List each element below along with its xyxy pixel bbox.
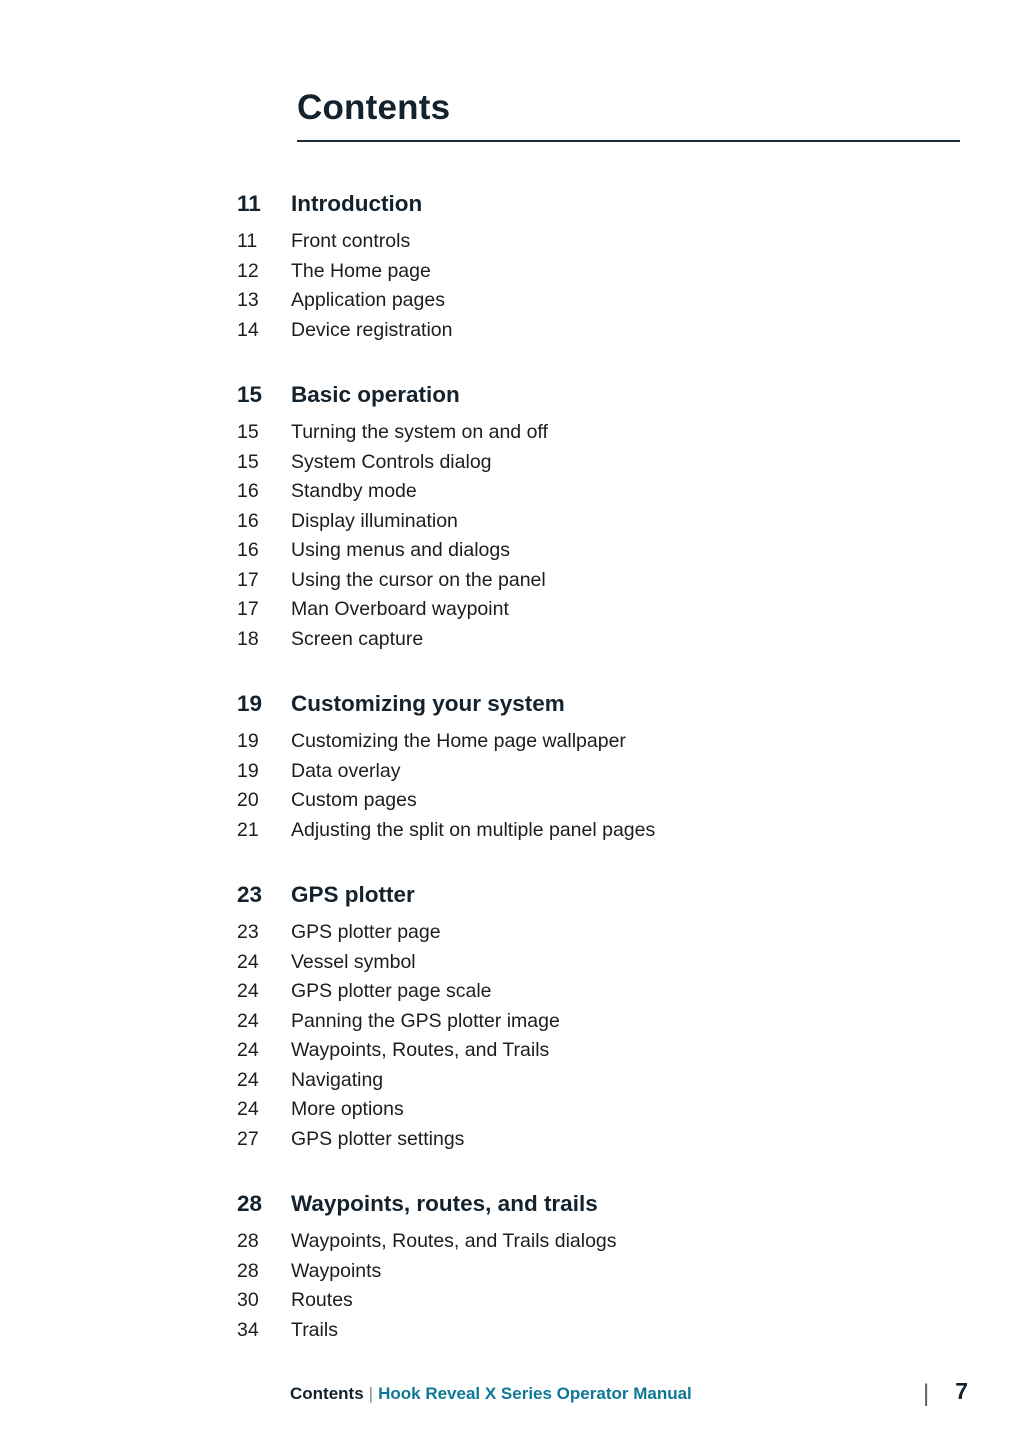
toc-entry: [237, 448, 960, 478]
page-title: Contents: [297, 88, 451, 127]
toc-entry-label: Application pages: [291, 289, 445, 311]
toc-entry-page-number: 24: [237, 950, 259, 973]
toc-entry-label: Using the cursor on the panel: [291, 568, 546, 591]
toc-section-heading: [237, 688, 960, 720]
toc-entry: [237, 727, 960, 757]
toc-entry-page-number: 24: [237, 1068, 259, 1091]
page-content: [237, 0, 960, 1345]
toc-entry: [237, 477, 960, 507]
toc-entry-page-number: 24: [237, 1009, 259, 1032]
toc-entry: [237, 625, 960, 655]
toc-entry-label: Front controls: [291, 230, 411, 252]
toc-entry-page-number: 19: [237, 759, 259, 782]
toc-entry-page-number: 28: [237, 1259, 259, 1282]
toc-entry: [237, 1007, 960, 1037]
toc-section-page-number: 19: [237, 691, 263, 716]
toc-entry: [237, 536, 960, 566]
toc-section: [237, 379, 960, 654]
toc-entry-page-number: 24: [237, 1098, 259, 1120]
toc-entry-label: Trails: [291, 1318, 338, 1341]
toc-entry-page-number: 13: [237, 289, 259, 311]
toc-section-heading: [237, 1188, 960, 1220]
toc-entry: [237, 227, 960, 257]
toc-entry-label: GPS plotter page: [291, 921, 441, 943]
toc-entry: [237, 757, 960, 787]
toc-entry-label: Routes: [291, 1289, 353, 1311]
toc-entry-page-number: 17: [237, 568, 259, 591]
toc-entry-label: Man Overboard waypoint: [291, 598, 509, 620]
toc-section-title: Introduction: [291, 191, 423, 216]
toc-entry-page-number: 16: [237, 539, 259, 561]
toc-entry-page-number: 28: [237, 1230, 259, 1252]
toc-entry-label: GPS plotter page scale: [291, 980, 492, 1002]
toc-entry-label: Panning the GPS plotter image: [291, 1009, 560, 1032]
toc-entry: [237, 977, 960, 1007]
toc-section: [237, 1188, 960, 1345]
toc-entry-label: Waypoints, Routes, and Trails: [291, 1039, 550, 1061]
toc-entry-page-number: 27: [237, 1127, 259, 1150]
toc-entry: [237, 418, 960, 448]
toc-entry-page-number: 23: [237, 921, 259, 943]
toc-entry-page-number: 14: [237, 318, 259, 341]
footer-left: [290, 1384, 692, 1404]
toc-section-heading: [237, 188, 960, 220]
toc-entry-label: Standby mode: [291, 480, 417, 502]
toc-section-page-number: 28: [237, 1191, 263, 1216]
toc-entry: [237, 1286, 960, 1316]
toc-entry: [237, 816, 960, 846]
toc-entry: [237, 1227, 960, 1257]
toc-entry-page-number: 24: [237, 980, 259, 1002]
toc-section: [237, 688, 960, 845]
title-block: [297, 88, 960, 142]
toc-entry: [237, 1257, 960, 1287]
toc-entry-label: Vessel symbol: [291, 950, 416, 973]
toc-entry-label: Data overlay: [291, 759, 401, 782]
toc-entry-page-number: 24: [237, 1039, 259, 1061]
toc-entry-label: Using menus and dialogs: [291, 539, 510, 561]
toc-entry: [237, 1066, 960, 1096]
toc-entry-label: Waypoints, Routes, and Trails dialogs: [291, 1230, 617, 1252]
toc-entry-page-number: 18: [237, 627, 259, 650]
toc-entry: [237, 507, 960, 537]
toc-entry-page-number: 16: [237, 480, 259, 502]
table-of-contents: [237, 188, 960, 1345]
toc-section-title: Customizing your system: [291, 691, 565, 716]
toc-section: [237, 188, 960, 345]
toc-entry-label: Display illumination: [291, 509, 458, 532]
toc-entry-page-number: 20: [237, 789, 259, 811]
toc-entry-label: System Controls dialog: [291, 450, 492, 473]
toc-entry-page-number: 12: [237, 259, 259, 282]
toc-entry-page-number: 21: [237, 818, 259, 841]
toc-entry: [237, 595, 960, 625]
toc-section-title: Waypoints, routes, and trails: [291, 1191, 598, 1216]
toc-entry: [237, 918, 960, 948]
toc-entry: [237, 948, 960, 978]
toc-entry-page-number: 30: [237, 1289, 259, 1311]
toc-entry-page-number: 11: [237, 230, 258, 252]
toc-section-page-number: 11: [237, 191, 261, 216]
toc-entry-page-number: 34: [237, 1318, 259, 1341]
toc-entry-label: More options: [291, 1098, 404, 1120]
toc-entry: [237, 286, 960, 316]
toc-entry: [237, 566, 960, 596]
toc-entry-label: Customizing the Home page wallpaper: [291, 730, 626, 752]
toc-entry-page-number: 15: [237, 421, 259, 443]
toc-entry-label: Device registration: [291, 318, 453, 341]
footer-section-name: Contents: [290, 1384, 364, 1403]
toc-entry: [237, 1036, 960, 1066]
footer-manual-title: Hook Reveal X Series Operator Manual: [378, 1384, 692, 1403]
toc-section-title: Basic operation: [291, 382, 460, 407]
toc-entry: [237, 786, 960, 816]
toc-section: [237, 879, 960, 1154]
toc-section-page-number: 23: [237, 882, 263, 907]
toc-section-title: GPS plotter: [291, 882, 415, 907]
footer-right: [923, 1378, 968, 1406]
toc-entry-page-number: 17: [237, 598, 259, 620]
toc-entry-page-number: 16: [237, 509, 259, 532]
toc-entry: [237, 1095, 960, 1125]
toc-entry-label: Adjusting the split on multiple panel pages: [291, 818, 656, 841]
toc-section-page-number: 15: [237, 382, 263, 407]
toc-entry-label: GPS plotter settings: [291, 1127, 465, 1150]
toc-entry-page-number: 19: [237, 730, 259, 752]
toc-entry-label: The Home page: [291, 259, 431, 282]
toc-entry: [237, 1125, 960, 1155]
toc-entry-label: Custom pages: [291, 789, 417, 811]
toc-entry: [237, 316, 960, 346]
footer-page-separator: |: [922, 1380, 930, 1407]
page-footer: [290, 1378, 968, 1406]
toc-entry-label: Turning the system on and off: [291, 421, 548, 443]
toc-entry-label: Screen capture: [291, 627, 424, 650]
toc-section-heading: [237, 379, 960, 411]
toc-entry-label: Waypoints: [291, 1259, 382, 1282]
title-rule: [297, 140, 960, 142]
toc-entry-label: Navigating: [291, 1068, 384, 1091]
footer-page-number: 7: [955, 1378, 968, 1404]
toc-section-heading: [237, 879, 960, 911]
toc-entry-page-number: 15: [237, 450, 259, 473]
footer-separator: |: [368, 1384, 374, 1403]
toc-entry: [237, 257, 960, 287]
toc-entry: [237, 1316, 960, 1346]
